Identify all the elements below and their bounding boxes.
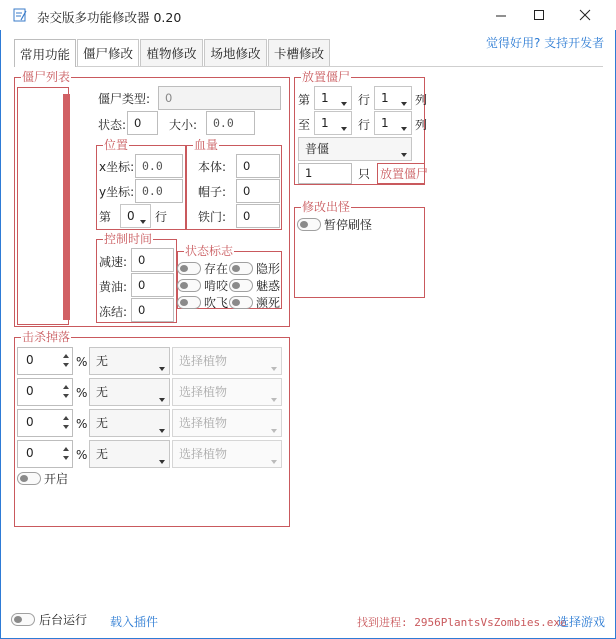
- zombie-type-label: 僵尸类型:: [98, 92, 151, 106]
- chevron-down-icon: [401, 127, 407, 131]
- plant-select-2[interactable]: [172, 378, 282, 406]
- chevron-down-icon[interactable]: [63, 456, 69, 460]
- flag-blown-label: 吹飞: [204, 296, 229, 310]
- drop-rate-spinner-4[interactable]: [17, 440, 73, 468]
- plant-select-placeholder-4: 选择植物: [179, 447, 228, 461]
- state-field[interactable]: 0: [127, 111, 158, 135]
- place-row1-suffix: 列: [415, 93, 428, 107]
- place-row1-mid: 行: [358, 93, 371, 107]
- row-select-value: 0: [127, 209, 135, 223]
- chevron-down-icon: [271, 460, 277, 464]
- window-title: 杂交版多功能修改器 0.20: [37, 10, 182, 25]
- plant-select-4[interactable]: [172, 440, 282, 468]
- plant-select-placeholder-3: 选择植物: [179, 416, 228, 430]
- place-count-unit: 只: [358, 167, 371, 181]
- close-button[interactable]: [562, 0, 608, 30]
- select-game-link[interactable]: 选择游戏: [557, 615, 606, 629]
- drop-type-select-1[interactable]: [89, 347, 170, 375]
- drop-rate-value-4: 0: [26, 446, 34, 460]
- chevron-down-icon: [140, 220, 146, 224]
- tab-divider: [14, 66, 603, 67]
- tab-common[interactable]: 常用功能: [14, 39, 76, 67]
- position-title: 位置: [104, 138, 129, 152]
- zombie-type-field[interactable]: 0: [158, 86, 281, 110]
- drop-rate-value-1: 0: [26, 353, 34, 367]
- flag-invisible-label: 隐形: [256, 262, 281, 276]
- load-plugin-link[interactable]: 载入插件: [110, 615, 159, 629]
- background-run-label: 后台运行: [39, 613, 88, 627]
- tab-plant[interactable]: 植物修改: [140, 39, 203, 66]
- chevron-down-icon: [401, 153, 407, 157]
- tab-field[interactable]: 场地修改: [204, 39, 267, 66]
- percent-label-4: %: [76, 448, 88, 462]
- pause-spawn-toggle[interactable]: [297, 218, 321, 231]
- chevron-down-icon: [159, 460, 165, 464]
- freeze-field[interactable]: 0: [131, 298, 174, 322]
- plant-select-3[interactable]: [172, 409, 282, 437]
- drop-rate-value-3: 0: [26, 415, 34, 429]
- close-icon: [580, 10, 591, 21]
- door-hp-field[interactable]: 0: [236, 204, 280, 228]
- drop-rate-value-2: 0: [26, 384, 34, 398]
- place-row2-col-value: 1: [381, 116, 389, 130]
- place-row2-from-select[interactable]: [314, 111, 352, 135]
- place-count-field[interactable]: 1: [298, 163, 352, 184]
- drop-type-select-3[interactable]: [89, 409, 170, 437]
- place-row2-from-value: 1: [321, 116, 329, 130]
- drop-type-value-2: 无: [96, 385, 109, 399]
- app-icon: [12, 7, 28, 23]
- place-row1-prefix: 第: [298, 93, 311, 107]
- plant-select-placeholder-1: 选择植物: [179, 354, 228, 368]
- drop-type-select-4[interactable]: [89, 440, 170, 468]
- x-coord-field[interactable]: 0.0: [135, 154, 183, 178]
- x-coord-label: x坐标:: [99, 160, 135, 174]
- place-row2-mid: 行: [358, 118, 371, 132]
- plant-select-1[interactable]: [172, 347, 282, 375]
- row-prefix-label: 第: [99, 210, 112, 224]
- flag-blown-toggle[interactable]: [177, 296, 201, 309]
- state-label: 状态:: [98, 118, 127, 132]
- flag-exist-label: 存在: [204, 262, 229, 276]
- support-developer-link[interactable]: 觉得好用? 支持开发者: [486, 36, 605, 50]
- place-row1-col-select[interactable]: [374, 86, 412, 110]
- place-row1-from-select[interactable]: [314, 86, 352, 110]
- chevron-up-icon[interactable]: [63, 385, 69, 389]
- place-row1-col-value: 1: [381, 91, 389, 105]
- body-hp-field[interactable]: 0: [236, 154, 280, 178]
- chevron-down-icon: [271, 398, 277, 402]
- plant-select-placeholder-2: 选择植物: [179, 385, 228, 399]
- percent-label-3: %: [76, 417, 88, 431]
- zombie-listbox[interactable]: [17, 87, 69, 325]
- place-row2-prefix: 至: [298, 118, 311, 132]
- maximize-icon: [534, 10, 545, 21]
- control-time-title: 控制时间: [104, 232, 153, 246]
- size-label: 大小:: [169, 118, 198, 132]
- y-coord-label: y坐标:: [99, 185, 135, 199]
- spawn-mod-title: 修改出怪: [302, 200, 351, 214]
- flag-bite-label: 啃咬: [204, 279, 229, 293]
- chevron-up-icon[interactable]: [63, 416, 69, 420]
- row-suffix-label: 行: [155, 210, 168, 224]
- place-row2-suffix: 列: [415, 118, 428, 132]
- flag-charm-label: 魅惑: [256, 279, 281, 293]
- drop-enable-label: 开启: [44, 472, 69, 486]
- slow-field[interactable]: 0: [131, 248, 174, 272]
- zombie-list-scrollbar[interactable]: [63, 94, 70, 320]
- process-status-text: 找到进程: 2956PlantsVsZombies.exe: [357, 616, 567, 629]
- place-zombie-button[interactable]: 放置僵尸: [377, 163, 425, 184]
- flag-exist-toggle[interactable]: [177, 262, 201, 275]
- door-hp-label: 铁门:: [198, 210, 227, 224]
- chevron-down-icon: [341, 102, 347, 106]
- chevron-down-icon: [401, 102, 407, 106]
- maximize-button[interactable]: [516, 0, 562, 30]
- freeze-label: 冻结:: [99, 305, 128, 319]
- chevron-down-icon: [341, 127, 347, 131]
- drop-rate-spinner-1[interactable]: [17, 347, 73, 375]
- tab-zombie[interactable]: 僵尸修改: [77, 39, 139, 66]
- kill-drop-title: 击杀掉落: [22, 330, 71, 344]
- tab-card-slot[interactable]: 卡槽修改: [268, 39, 330, 66]
- size-field[interactable]: 0.0: [206, 111, 255, 135]
- y-coord-field[interactable]: 0.0: [135, 179, 183, 203]
- percent-label-2: %: [76, 386, 88, 400]
- drop-type-value-4: 无: [96, 447, 109, 461]
- chevron-down-icon: [159, 429, 165, 433]
- zombie-type-select[interactable]: [298, 137, 412, 161]
- place-row2-col-select[interactable]: [374, 111, 412, 135]
- chevron-down-icon: [271, 367, 277, 371]
- drop-type-value-1: 无: [96, 354, 109, 368]
- chevron-down-icon[interactable]: [63, 394, 69, 398]
- health-title: 血量: [194, 138, 219, 152]
- place-zombie-title: 放置僵尸: [302, 70, 351, 84]
- row-select[interactable]: [120, 204, 151, 228]
- flag-invisible-toggle[interactable]: [229, 262, 253, 275]
- flag-dying-label: 濒死: [256, 296, 281, 310]
- body-hp-label: 本体:: [198, 160, 227, 174]
- hat-hp-label: 帽子:: [198, 185, 227, 199]
- butter-label: 黄油:: [99, 280, 128, 294]
- chevron-down-icon: [159, 367, 165, 371]
- drop-rate-spinner-3[interactable]: [17, 409, 73, 437]
- place-row1-from-value: 1: [321, 91, 329, 105]
- title-bar: [0, 0, 616, 30]
- chevron-down-icon[interactable]: [63, 363, 69, 367]
- chevron-up-icon[interactable]: [63, 354, 69, 358]
- zombie-type-select-value: 普僵: [305, 142, 330, 156]
- hat-hp-field[interactable]: 0: [236, 179, 280, 203]
- drop-type-select-2[interactable]: [89, 378, 170, 406]
- zombie-list-title: 僵尸列表: [22, 70, 71, 84]
- drop-rate-spinner-2[interactable]: [17, 378, 73, 406]
- drop-type-value-3: 无: [96, 416, 109, 430]
- flag-bite-toggle[interactable]: [177, 279, 201, 292]
- minimize-icon: [496, 10, 507, 21]
- chevron-down-icon: [271, 429, 277, 433]
- drop-enable-toggle[interactable]: [17, 472, 41, 485]
- percent-label-1: %: [76, 355, 88, 369]
- status-flags-title: 状态标志: [185, 244, 234, 258]
- chevron-up-icon[interactable]: [63, 447, 69, 451]
- flag-dying-toggle[interactable]: [229, 296, 253, 309]
- background-run-toggle[interactable]: [11, 613, 35, 626]
- chevron-down-icon: [159, 398, 165, 402]
- flag-charm-toggle[interactable]: [229, 279, 253, 292]
- pause-spawn-label: 暂停刷怪: [324, 218, 373, 232]
- butter-field[interactable]: 0: [131, 273, 174, 297]
- slow-label: 减速:: [99, 255, 128, 269]
- chevron-down-icon[interactable]: [63, 425, 69, 429]
